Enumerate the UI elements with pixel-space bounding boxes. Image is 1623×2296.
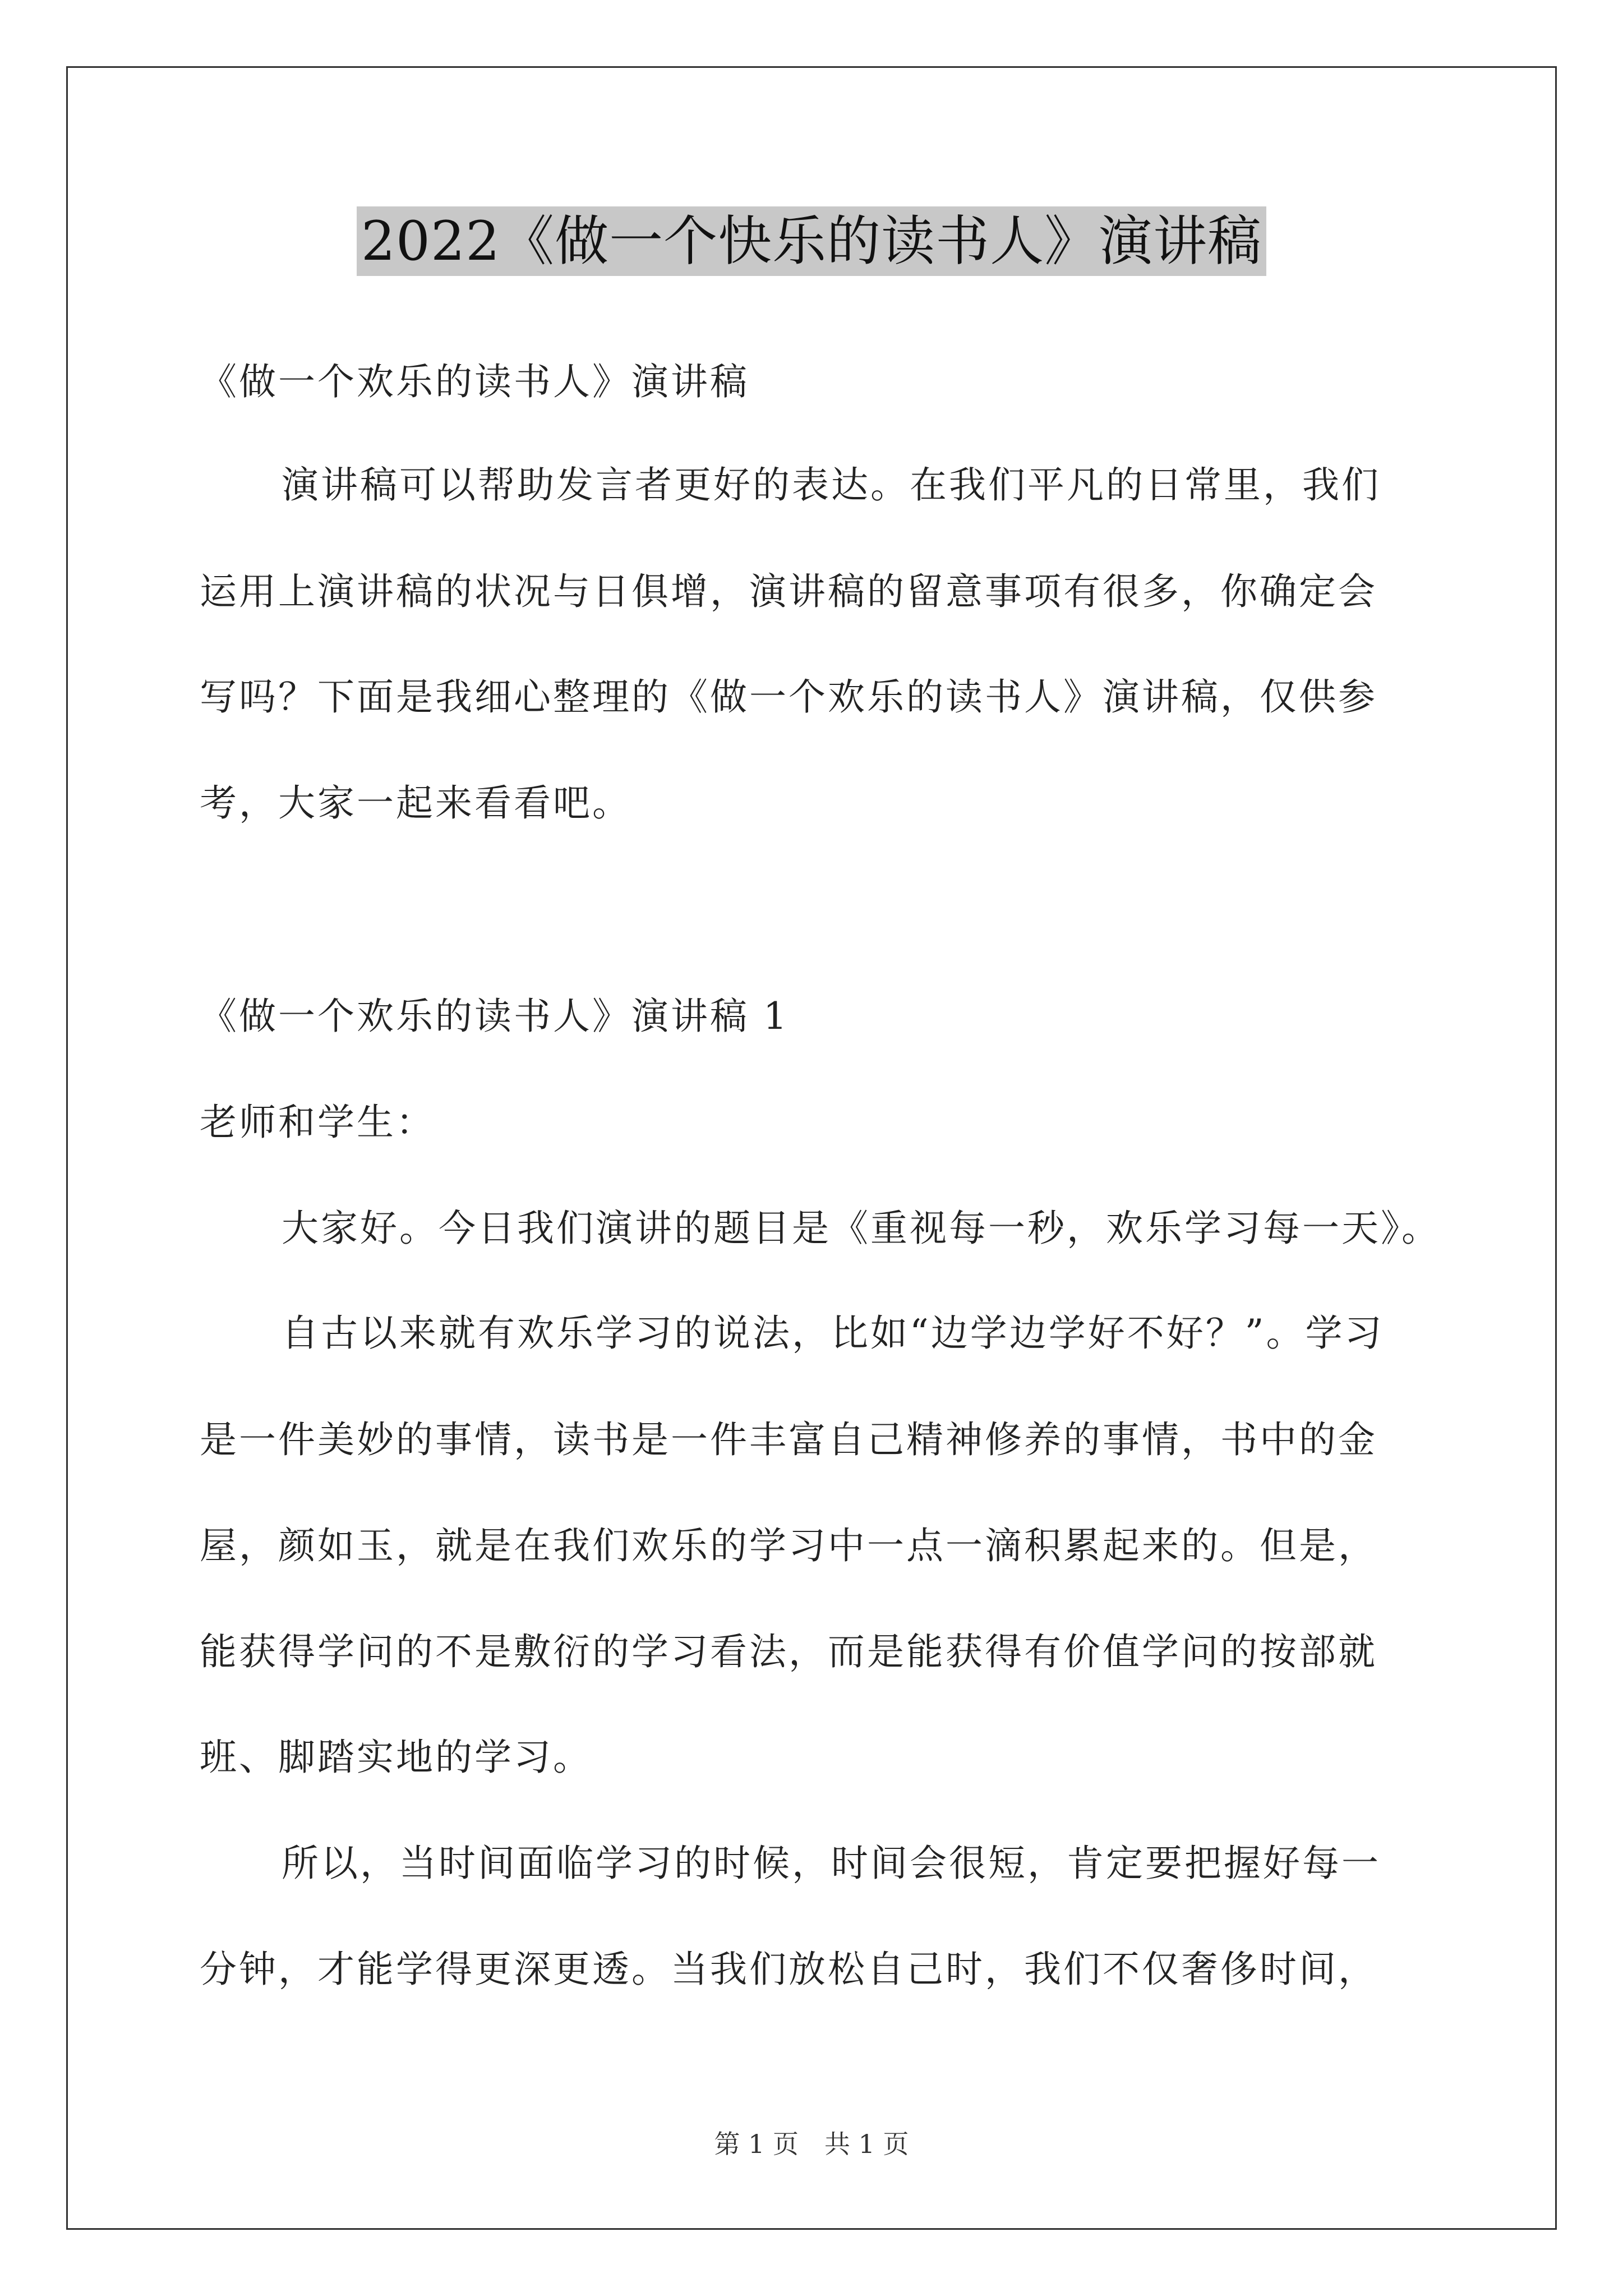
- paragraph-line: 屋，颜如玉，就是在我们欢乐的学习中一点一滴积累起来的。但是，: [200, 1524, 1377, 1567]
- paragraph-line: 班、脚踏实地的学习。: [200, 1736, 592, 1779]
- paragraph-line: 大家好。今日我们演讲的题目是《重视每一秒，欢乐学习每一天》。: [282, 1207, 1441, 1250]
- paragraph-line: 考，大家一起来看看吧。: [200, 781, 631, 825]
- salutation-line: 老师和学生：: [200, 1101, 435, 1144]
- paragraph-line: 演讲稿可以帮助发言者更好的表达。在我们平凡的日常里，我们: [282, 463, 1381, 507]
- paragraph-line: 能获得学问的不是敷衍的学习看法，而是能获得有价值学问的按部就: [200, 1630, 1377, 1673]
- section-heading: 《做一个欢乐的读书人》演讲稿 1: [200, 995, 789, 1038]
- paragraph-line: 所以，当时间面临学习的时候，时间会很短，肯定要把握好每一: [282, 1842, 1381, 1885]
- paragraph-line: 自古以来就有欢乐学习的说法，比如“边学边学好不好？”。学习: [282, 1312, 1384, 1355]
- subtitle-line: 《做一个欢乐的读书人》演讲稿: [200, 360, 749, 403]
- document-title: 2022《做一个快乐的读书人》演讲稿: [357, 206, 1266, 276]
- paragraph-line: 是一件美妙的事情，读书是一件丰富自己精神修养的事情，书中的金: [200, 1418, 1377, 1461]
- title-container: [0, 206, 1623, 276]
- paragraph-line: 运用上演讲稿的状况与日俱增，演讲稿的留意事项有很多，你确定会: [200, 570, 1377, 613]
- paragraph-line: 分钟，才能学得更深更透。当我们放松自己时，我们不仅奢侈时间，: [200, 1948, 1377, 1991]
- paragraph-line: 写吗？下面是我细心整理的《做一个欢乐的读书人》演讲稿，仅供参: [200, 675, 1377, 719]
- page-footer: 第 1 页 共 1 页: [714, 2129, 909, 2159]
